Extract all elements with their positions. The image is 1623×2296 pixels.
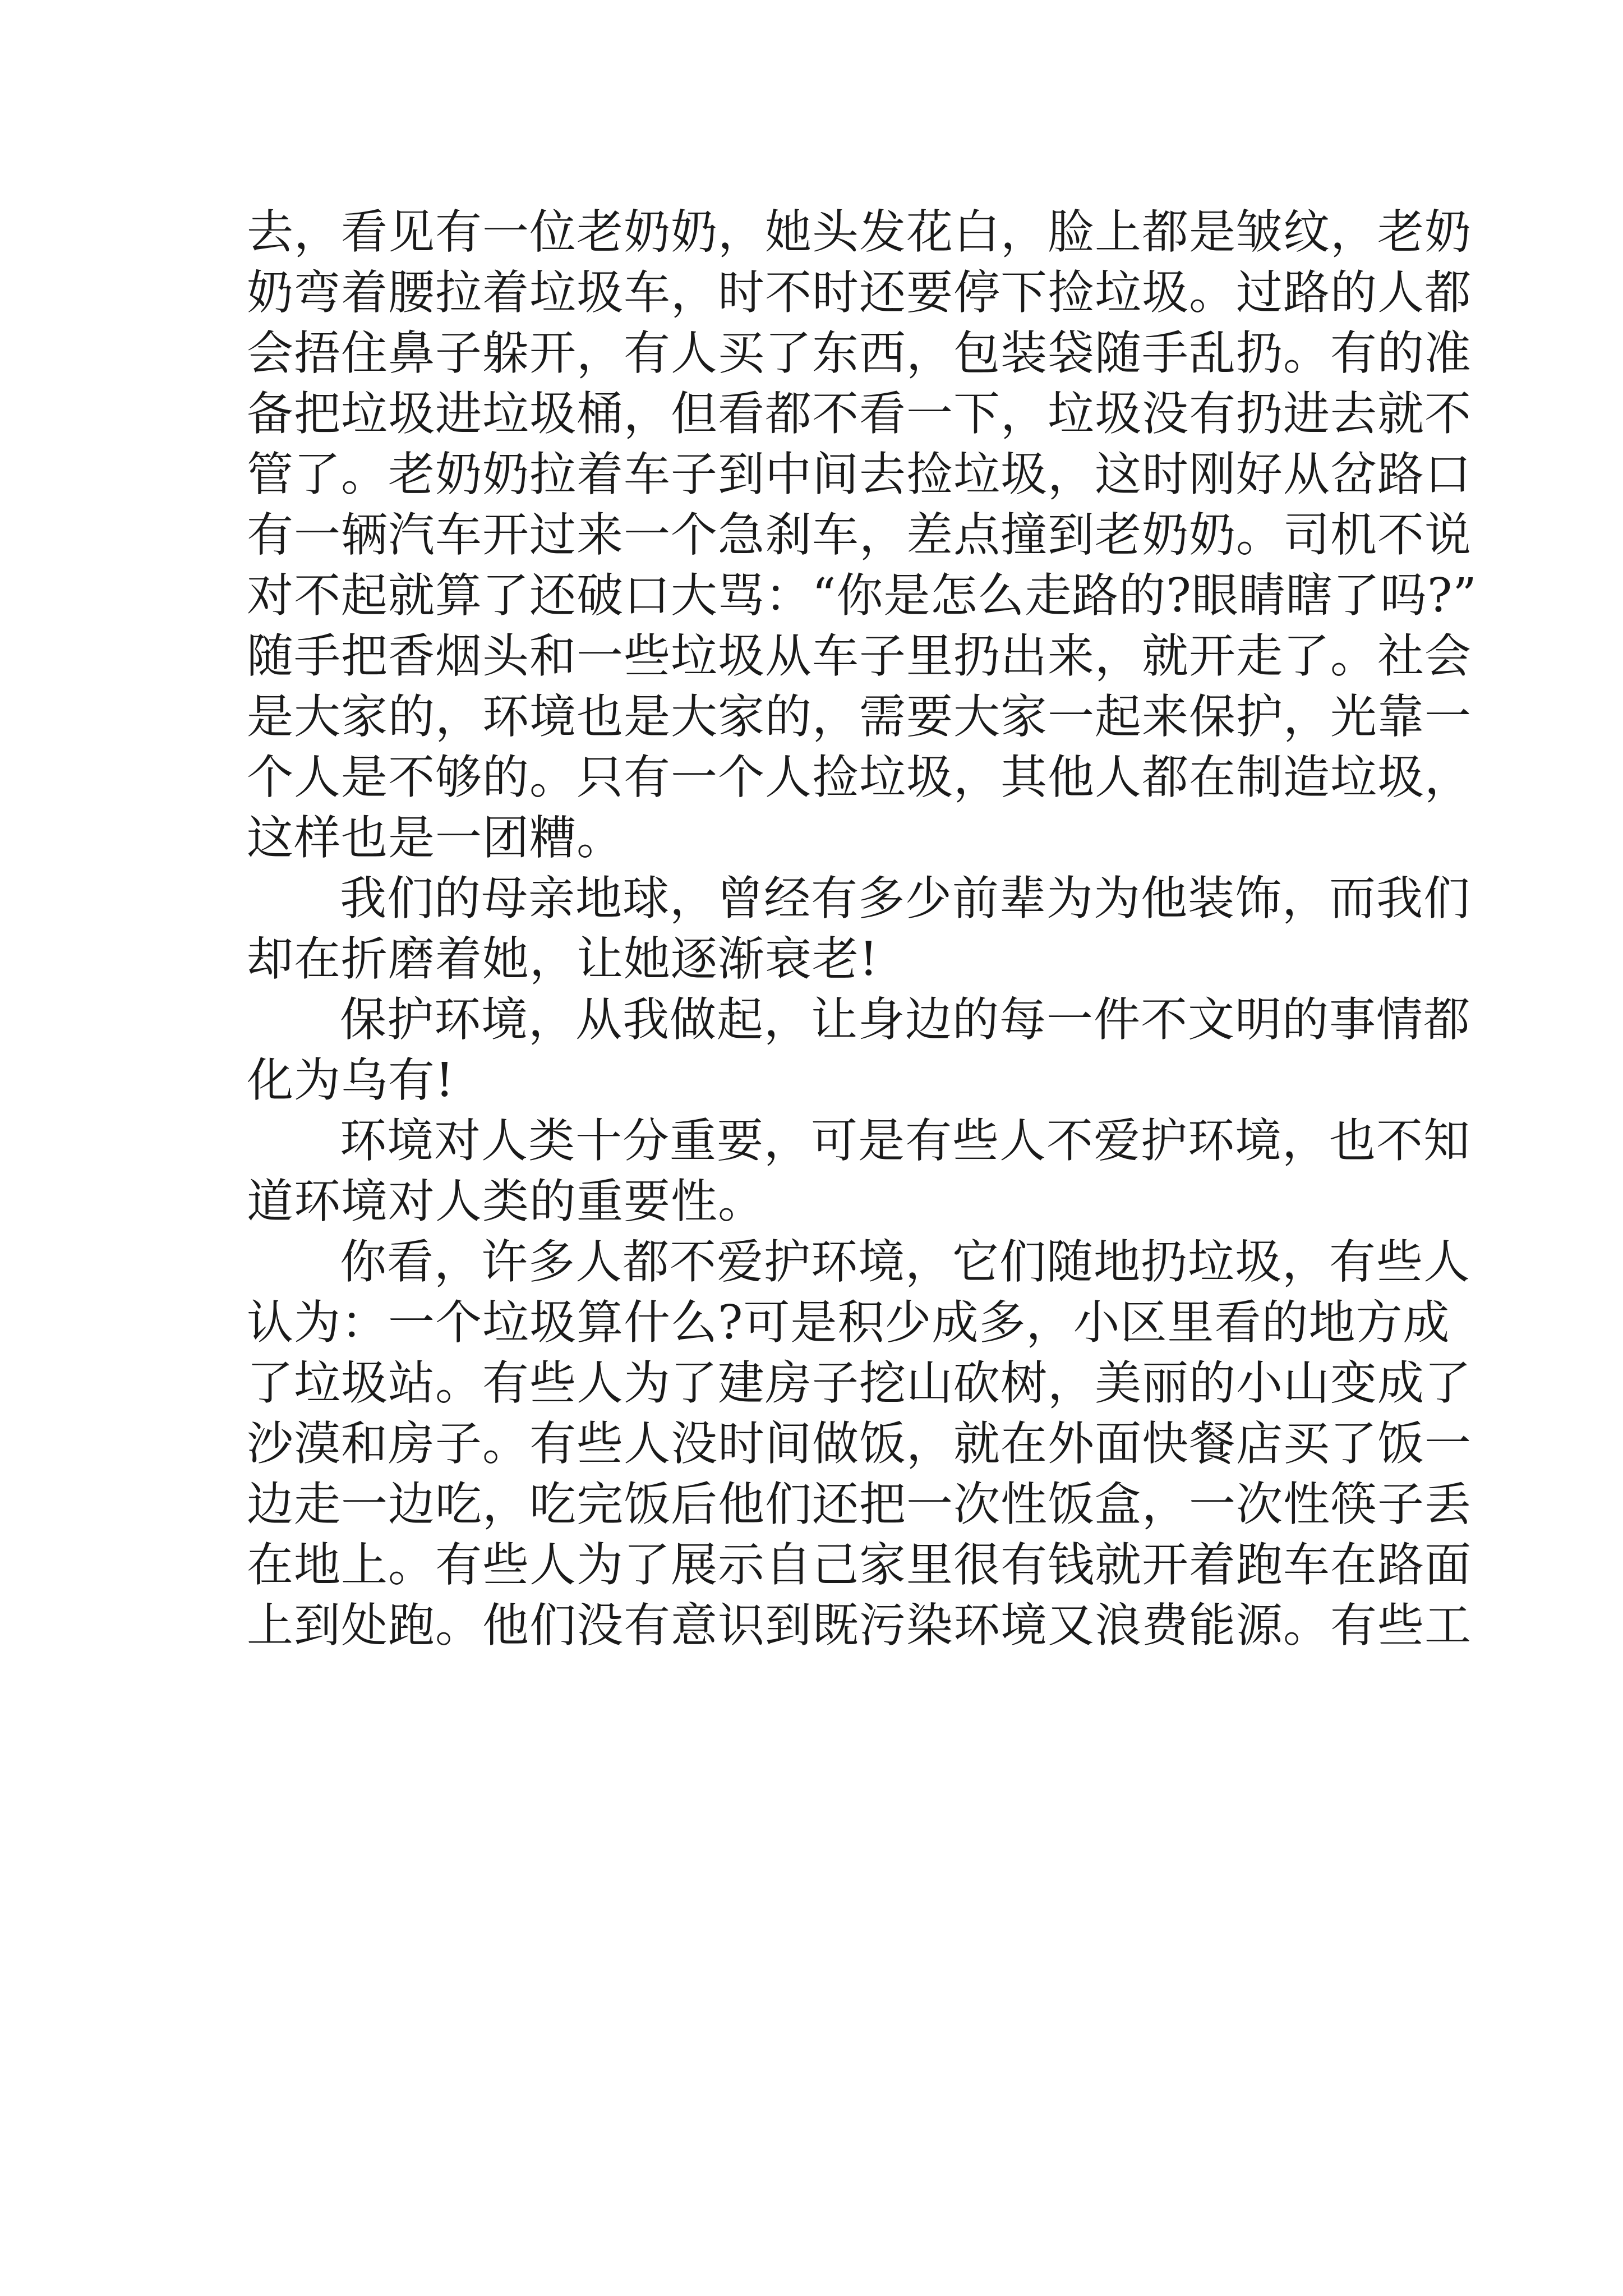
text-line: 认为：一个垃圾算什么?可是积少成多，小区里看的地方成	[247, 1295, 1450, 1350]
text-line: 在地上。有些人为了展示自己家里很有钱就开着跑车在路面	[247, 1538, 1472, 1592]
text-line: 上到处跑。他们没有意识到既污染环境又浪费能源。有些工	[247, 1598, 1472, 1653]
text-line: 化为乌有!	[247, 1053, 455, 1107]
paragraph-first-line: 保护环境，从我做起，让身边的每一件不文明的事情都	[340, 992, 1470, 1047]
text-line: 奶弯着腰拉着垃圾车，时不时还要停下捡垃圾。过路的人都	[247, 265, 1472, 320]
text-line: 备把垃圾进垃圾桶，但看都不看一下，垃圾没有扔进去就不	[247, 386, 1472, 441]
text-line: 管了。老奶奶拉着车子到中间去捡垃圾，这时刚好从岔路口	[247, 447, 1472, 501]
text-line: 个人是不够的。只有一个人捡垃圾，其他人都在制造垃圾，	[247, 750, 1472, 804]
document-body	[247, 202, 1477, 1656]
text-line: 这样也是一团糟。	[247, 811, 624, 865]
text-line: 边走一边吃，吃完饭后他们还把一次性饭盒，一次性筷子丢	[247, 1477, 1472, 1531]
text-line: 却在折磨着她，让她逐渐衰老!	[247, 932, 879, 986]
text-line: 有一辆汽车开过来一个急刹车，差点撞到老奶奶。司机不说	[247, 508, 1472, 562]
text-line: 了垃圾站。有些人为了建房子挖山砍树，美丽的小山变成了	[247, 1356, 1472, 1410]
text-line: 沙漠和房子。有些人没时间做饭，就在外面快餐店买了饭一	[247, 1416, 1472, 1471]
text-line: 去，看见有一位老奶奶，她头发花白，脸上都是皱纹，老奶	[247, 205, 1472, 259]
text-line: 会捂住鼻子躲开，有人买了东西，包装袋随手乱扔。有的准	[247, 326, 1472, 380]
text-line: 是大家的，环境也是大家的，需要大家一起来保护，光靠一	[247, 689, 1472, 744]
paragraph-first-line: 我们的母亲地球，曾经有多少前辈为为他装饰，而我们	[340, 871, 1470, 926]
text-line: 随手把香烟头和一些垃圾从车子里扔出来，就开走了。社会	[247, 629, 1472, 683]
text-line: 道环境对人类的重要性。	[247, 1174, 765, 1228]
text-line: 对不起就算了还破口大骂：“你是怎么走路的?眼睛瞎了吗?”	[247, 568, 1477, 623]
paragraph-first-line: 环境对人类十分重要，可是有些人不爱护环境，也不知	[340, 1114, 1470, 1168]
paragraph-first-line: 你看，许多人都不爱护环境，它们随地扔垃圾，有些人	[340, 1235, 1470, 1289]
